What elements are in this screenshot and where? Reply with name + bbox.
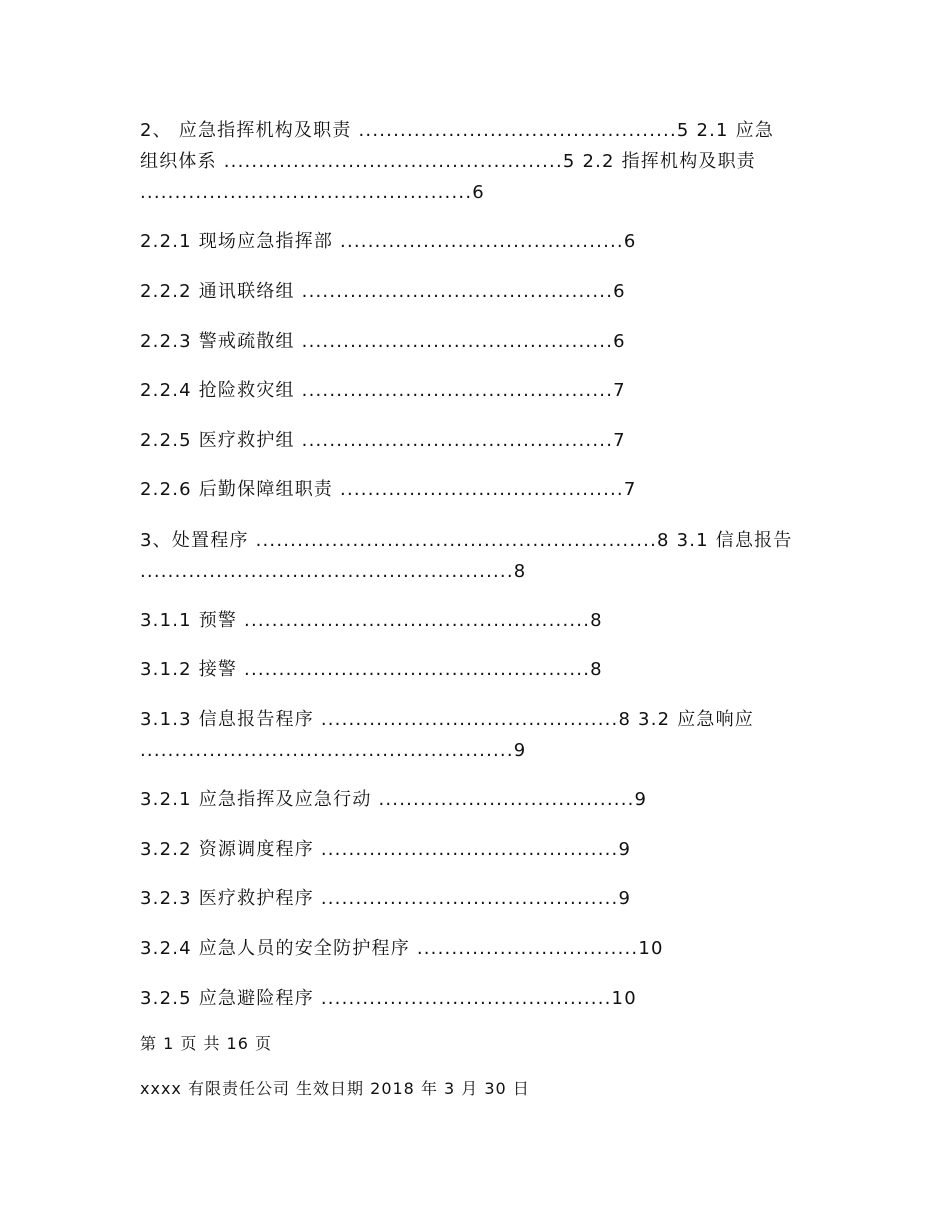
toc-line-2-2-3: 2.2.3 警戒疏散组 .............................................6 (140, 331, 626, 352)
toc-line-2-2-5: 2.2.5 医疗救护组 .............................................7 (140, 430, 626, 451)
toc-line-3-1-1: 3.1.1 预警 ..................................................8 (140, 610, 603, 631)
toc-line-2-2-4: 2.2.4 抢险救灾组 .............................................7 (140, 380, 626, 401)
page-number-footer: 第 1 页 共 16 页 (140, 1034, 272, 1053)
company-effective-date-footer: xxxx 有限责任公司 生效日期 2018 年 3 月 30 日 (140, 1079, 530, 1098)
toc-line-section-2-continued: 组织体系 .................................................5 2.2 指挥机构及职责 (140, 151, 757, 172)
toc-line-section-3-1-page: ......................................................8 (140, 561, 527, 582)
toc-line-2-2-1: 2.2.1 现场应急指挥部 .........................................6 (140, 231, 637, 252)
toc-line-2-2-2: 2.2.2 通讯联络组 .............................................6 (140, 281, 626, 302)
toc-line-3-1-3: 3.1.3 信息报告程序 ...........................................8 3.2 应急响应 (140, 709, 754, 730)
toc-line-3-2-3: 3.2.3 医疗救护程序 ...........................................9 (140, 888, 632, 909)
toc-line-3-2-5: 3.2.5 应急避险程序 ..........................................10 (140, 988, 637, 1009)
toc-line-2-2-6: 2.2.6 后勤保障组职责 .........................................7 (140, 479, 637, 500)
toc-line-section-3: 3、处置程序 ..........................................................8 3.1 信息报告 (140, 530, 793, 551)
toc-line-3-2-1: 3.2.1 应急指挥及应急行动 .....................................9 (140, 789, 648, 810)
toc-line-3-2-4: 3.2.4 应急人员的安全防护程序 ................................10 (140, 938, 664, 959)
toc-line-3-1-2: 3.1.2 接警 ..................................................8 (140, 659, 603, 680)
toc-line-section-2: 2、 应急指挥机构及职责 ..............................................5 2.1 应急 (140, 120, 775, 141)
toc-line-3-2-2: 3.2.2 资源调度程序 ...........................................9 (140, 839, 632, 860)
toc-line-section-3-2-page: ......................................................9 (140, 740, 527, 761)
toc-line-section-2-2-page: ................................................6 (140, 182, 485, 203)
